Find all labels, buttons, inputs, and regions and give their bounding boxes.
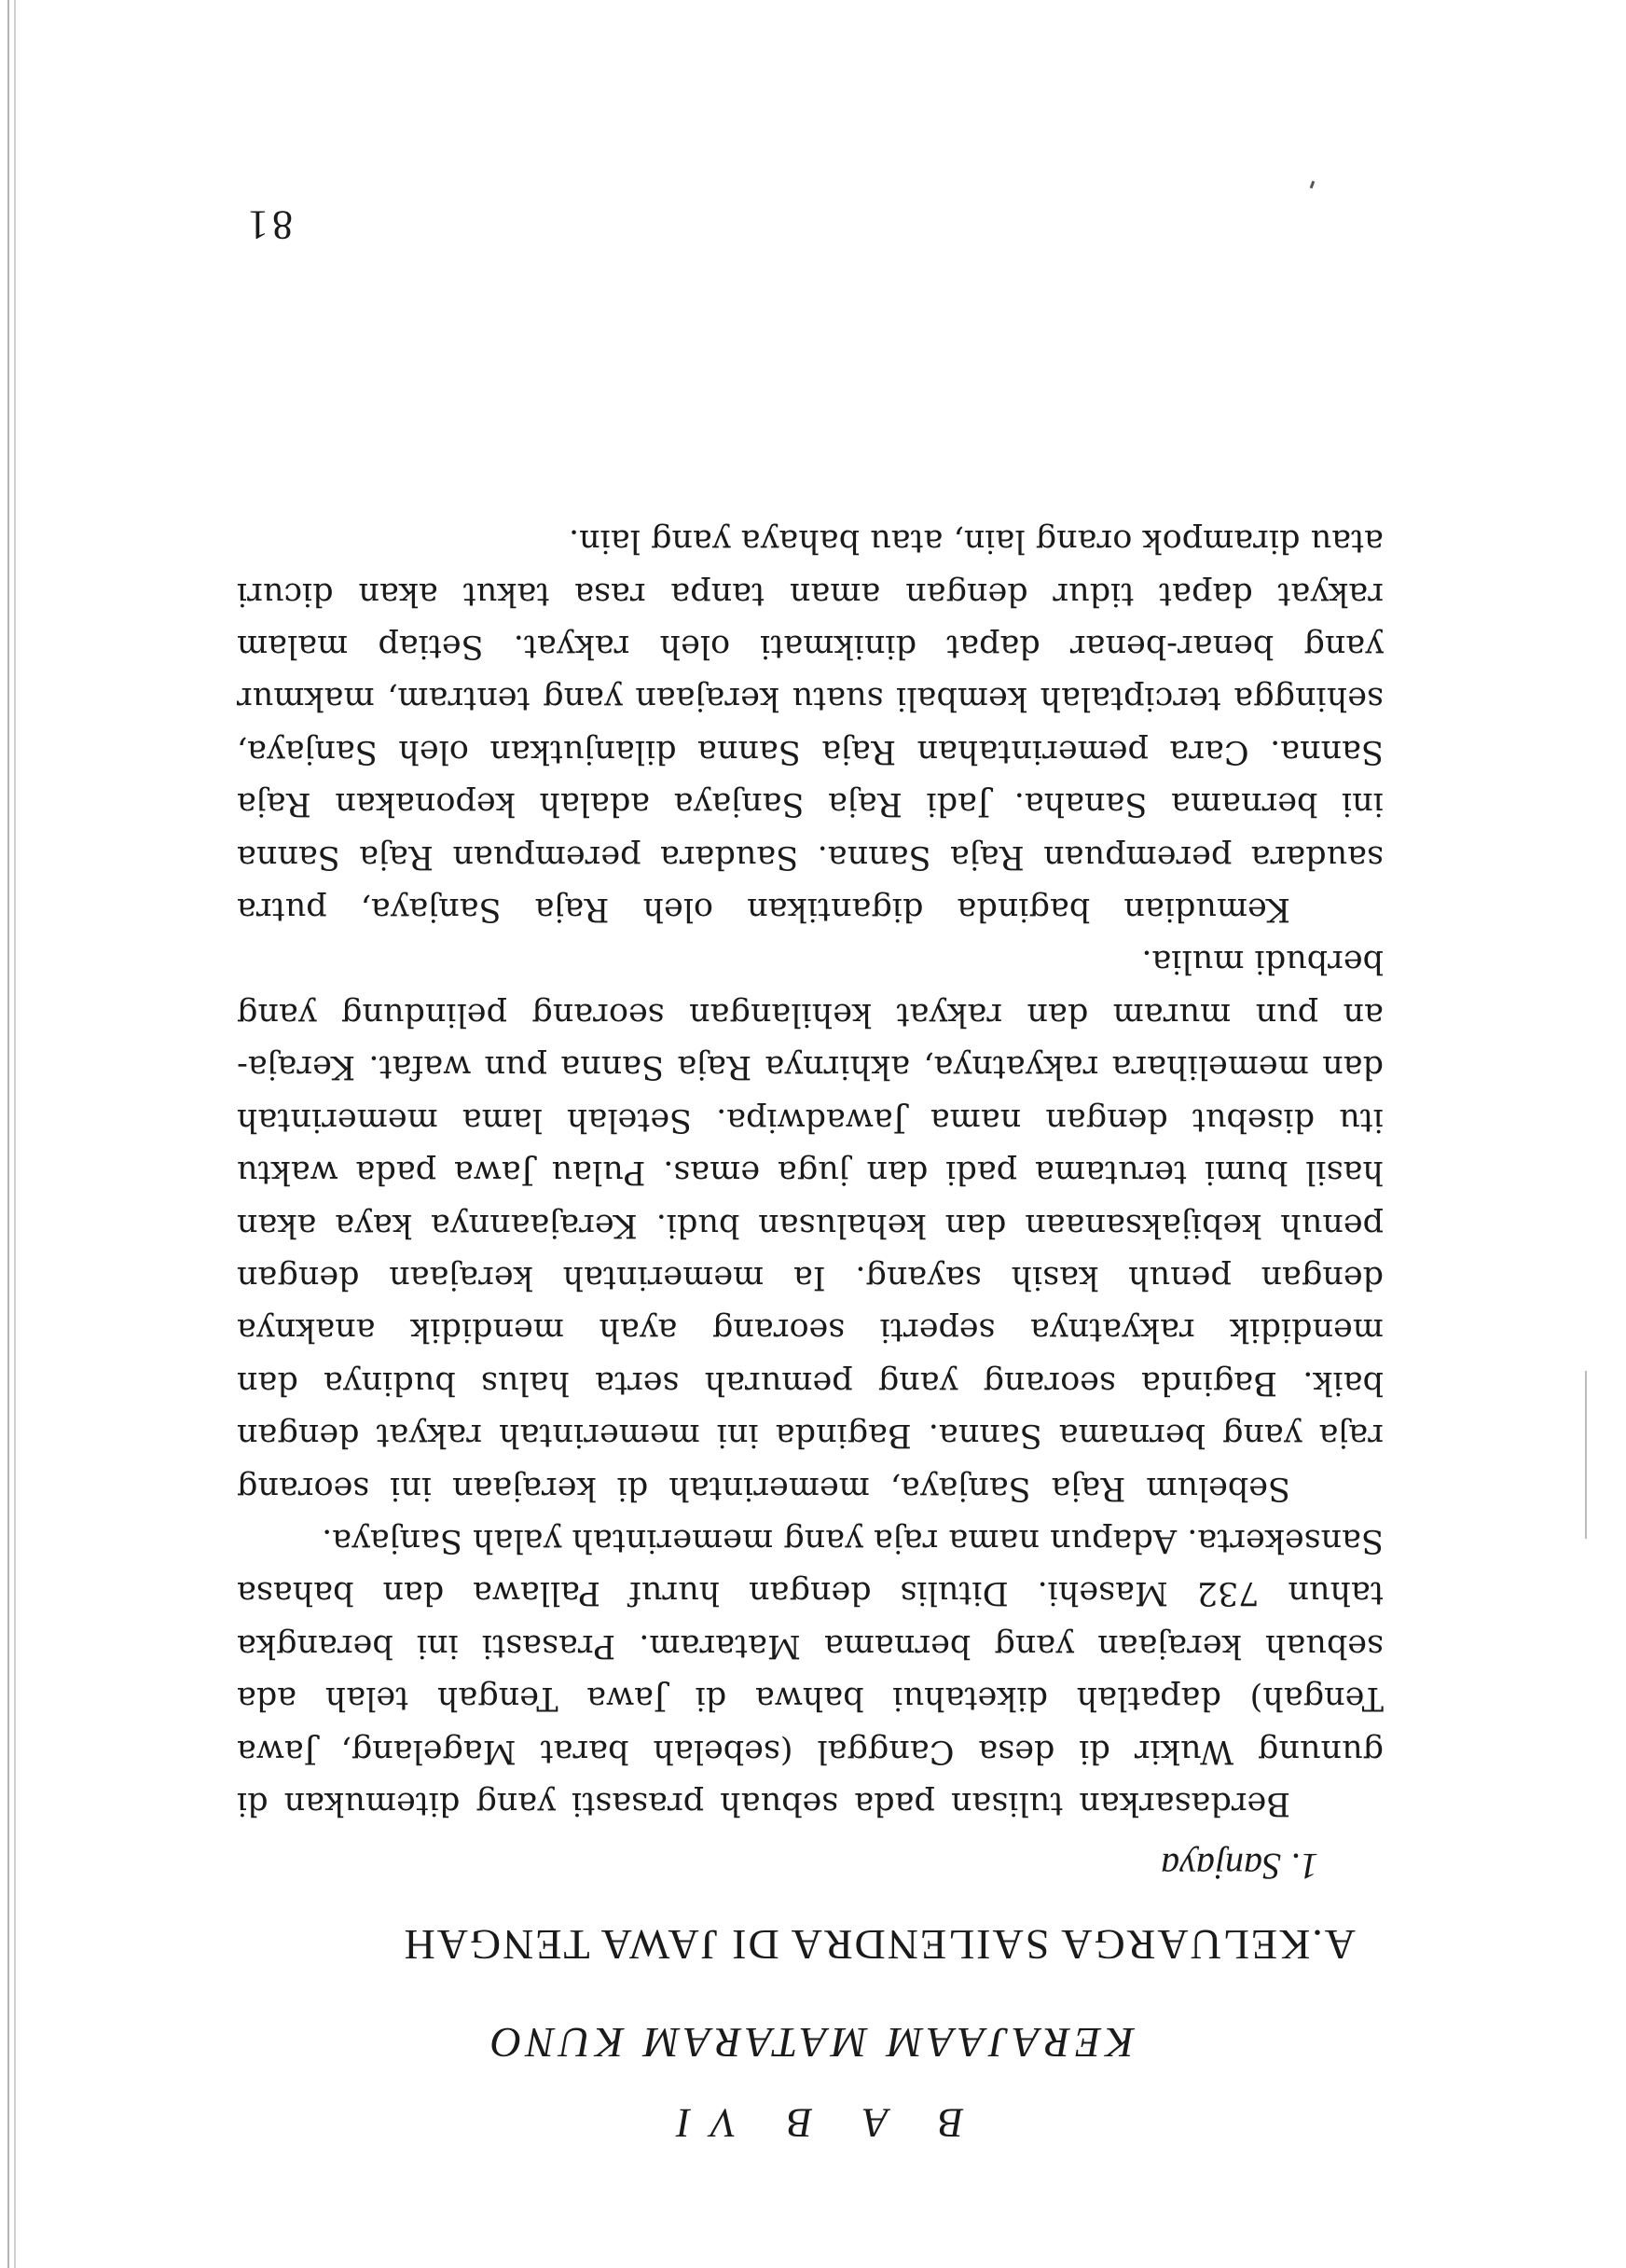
text-line: gunung Wukir di desa Canggal (sebelah barat Magelang, Jawa bbox=[237, 1732, 1384, 1770]
text-line: Sanna. Cara pemerintahan Raja Sanna dilanjutkan oleh Sanjaya, bbox=[237, 732, 1384, 770]
text-line: yang benar-benar dapat dinikmati oleh rakyat. Setiap malam bbox=[237, 628, 1384, 666]
text-line: Sebelum Raja Sanjaya, memerintah di kerajaan ini seorang bbox=[237, 1469, 1290, 1507]
paragraph-2 bbox=[237, 935, 1384, 1514]
text-line: saudara perempuan Raja Sanna. Saudara perempuan Raja Sanna bbox=[237, 837, 1384, 876]
text-line: rakyat dapat tidur dengan aman tanpa rasa takut akan dicuri bbox=[237, 574, 1384, 613]
text-line: sehingga terciptalah kembali suatu kerajaan yang tentram, makmur bbox=[237, 680, 1384, 718]
text-line: an pun muram dan rakyat kehilangan seorang pelindung yang bbox=[237, 995, 1384, 1033]
text-line: baik. Baginda seorang yang pemurah serta halus budinya dan bbox=[237, 1363, 1384, 1402]
text-line: sebuah kerajaan yang bernama Mataram. Prasasti ini berangka bbox=[237, 1626, 1384, 1665]
text-line: atau dirampok orang lain, atau bahaya yang lain. bbox=[569, 522, 1384, 560]
text-line: Berdasarkan tulisan pada sebuah prasasti yang ditemukan di bbox=[237, 1785, 1290, 1822]
text-line: penuh kebijaksanaan dan kehalusan budi. Kerajaannya kaya akan bbox=[237, 1206, 1384, 1244]
text-line: Sansekerta. Adapun nama raja yang memerintah yalah Sanjaya. bbox=[322, 1521, 1384, 1559]
text-line: ini bernama Sanaha. Jadi Raja Sanjaya adalah keponakan Raja bbox=[237, 785, 1384, 823]
text-line: berbudi mulia. bbox=[1141, 943, 1384, 981]
text-line: dengan penuh kasih sayang. Ia memerintah kerajaan dengan bbox=[237, 1258, 1384, 1296]
paragraph-3 bbox=[237, 515, 1384, 935]
paragraph-1 bbox=[237, 1514, 1384, 1830]
scan-speck bbox=[1310, 181, 1316, 189]
chapter-title: KERAJAAM MATARAM KUNO bbox=[486, 2019, 1135, 2067]
text-line: mendidik rakyatnya seperti seorang ayah mendidik anaknya bbox=[237, 1311, 1384, 1349]
page-number: 81 bbox=[244, 202, 293, 248]
subsection-heading: 1. Sanjaya bbox=[1161, 1846, 1318, 1888]
section-heading: A.KELUARGA SAILENDRA DI JAWA TENGAH bbox=[402, 1921, 1356, 1969]
text-line: dan memelihara rakyatnya, akhirnya Raja Sanna pun wafat. Keraja- bbox=[237, 1048, 1384, 1086]
text-line: raja yang bernama Sanna. Baginda ini memerintah rakyat dengan bbox=[237, 1417, 1384, 1455]
text-line: hasil bumi terutama padi dan juga emas. Pulau Jawa pada waktu bbox=[237, 1154, 1384, 1192]
text-line: itu disebut dengan nama Jawadwipa. Setelah lama memerintah bbox=[237, 1100, 1384, 1139]
text-line: Tengah) dapatlah diketahui bahwa di Jawa Tengah telah ada bbox=[237, 1680, 1384, 1718]
page-body bbox=[237, 515, 1384, 2147]
chapter-heading: B A B VI bbox=[656, 2100, 964, 2146]
text-line: Kemudian baginda digantikan oleh Raja Sanjaya, putra bbox=[237, 891, 1290, 929]
text-line: tahun 732 Masehi. Ditulis dengan huruf Pallawa dan bahasa bbox=[237, 1574, 1384, 1612]
